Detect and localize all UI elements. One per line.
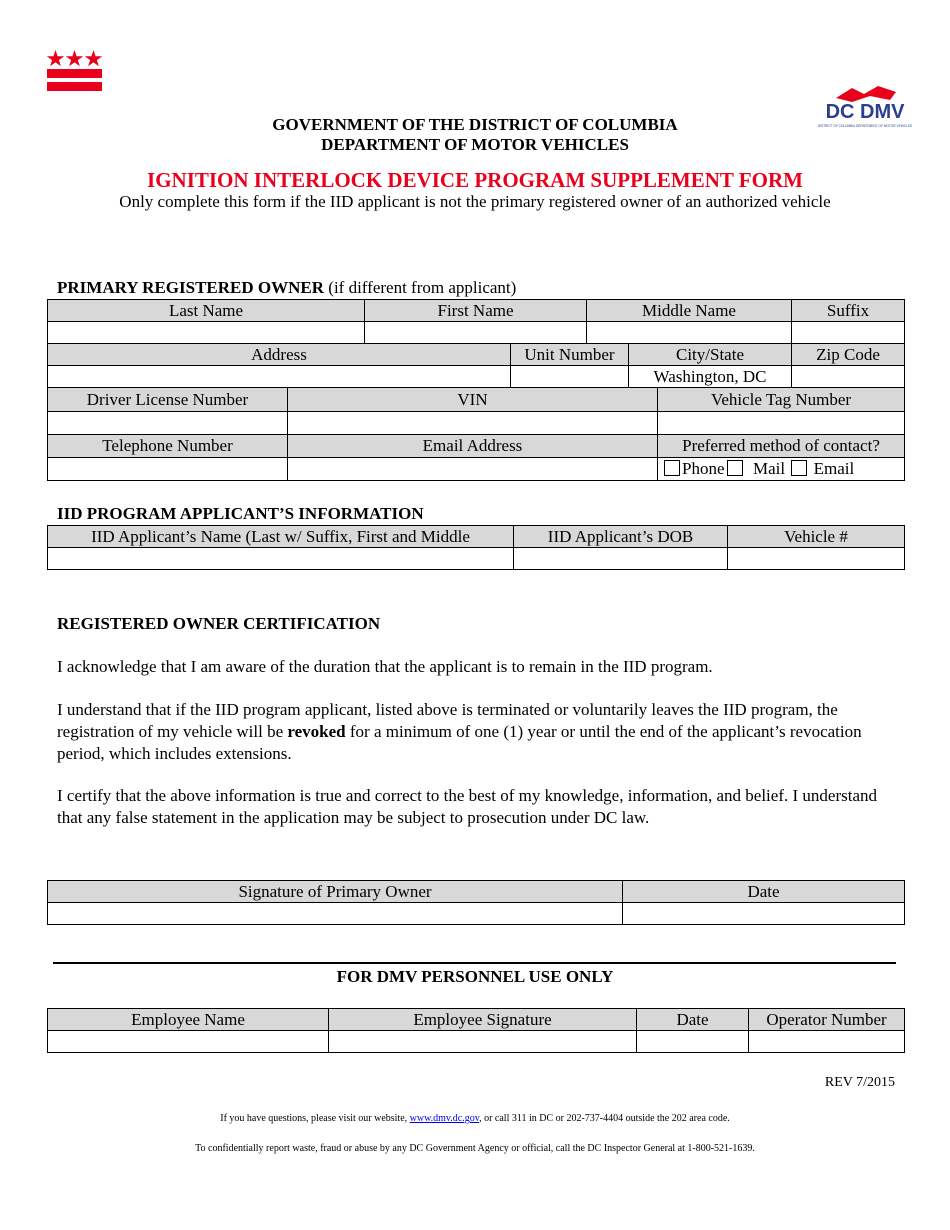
first-name-field[interactable] [365,322,587,344]
last-name-header: Last Name [48,300,365,322]
contact-options [658,458,905,481]
driver-license-field[interactable] [48,412,288,435]
employee-signature-header: Employee Signature [329,1009,637,1031]
dmv-date-field[interactable] [637,1031,749,1053]
unit-number-header: Unit Number [511,344,629,366]
address-field[interactable] [48,366,511,388]
email-field[interactable] [288,458,658,481]
city-state-header: City/State [629,344,792,366]
telephone-field[interactable] [48,458,288,481]
zip-code-field[interactable] [792,366,905,388]
dmv-website-link[interactable]: www.dmv.dc.gov [409,1113,480,1124]
dmv-personnel-table [47,1008,905,1053]
suffix-header: Suffix [792,300,905,322]
employee-signature-field[interactable] [329,1031,637,1053]
middle-name-field[interactable] [587,322,792,344]
applicant-name-field[interactable] [48,548,514,570]
applicant-table [47,525,905,570]
vin-header: VIN [288,388,658,412]
revision-label: REV 7/2015 [824,1075,895,1090]
zip-code-header: Zip Code [792,344,905,366]
certification-para-1: I acknowledge that I am aware of the duration that the applicant is to remain in the IID program. [57,657,713,676]
middle-name-header: Middle Name [587,300,792,322]
employee-name-field[interactable] [48,1031,329,1053]
owner-table-row1 [47,299,905,344]
dmv-date-header: Date [637,1009,749,1031]
phone-checkbox[interactable] [664,460,680,476]
agency-header [0,115,950,155]
applicant-dob-field[interactable] [514,548,728,570]
vehicle-tag-field[interactable] [658,412,905,435]
employee-name-header: Employee Name [48,1009,329,1031]
signature-header: Signature of Primary Owner [48,881,623,903]
address-header: Address [48,344,511,366]
email-checkbox[interactable] [791,460,807,476]
flag-bar-2 [47,82,102,91]
logo-text: DC DMV [825,101,905,123]
city-state-field: Washington, DC [629,366,792,388]
email-header: Email Address [288,435,658,458]
flag-bar-1 [47,69,102,78]
signature-date-header: Date [623,881,905,903]
applicant-section-heading: IID PROGRAM APPLICANT’S INFORMATION [57,504,424,523]
telephone-header: Telephone Number [48,435,288,458]
logo-subtext: DISTRICT OF COLUMBIA DEPARTMENT OF MOTOR VEHICLES [817,124,913,128]
flag-star-1 [47,50,64,66]
email-option-label: Email [813,459,855,478]
owner-section-note: (if different from applicant) [328,278,517,297]
unit-number-field[interactable] [511,366,629,388]
operator-number-header: Operator Number [749,1009,905,1031]
phone-option-label: Phone [682,459,725,478]
vehicle-number-header: Vehicle # [728,526,905,548]
revoked-emphasis: revoked [287,722,346,741]
form-title: IGNITION INTERLOCK DEVICE PROGRAM SUPPLEMENT FORM [147,168,803,192]
dmv-use-heading: FOR DMV PERSONNEL USE ONLY [336,967,614,986]
signature-table [47,880,905,925]
section-divider [53,962,896,964]
suffix-field[interactable] [792,322,905,344]
owner-table-row2 [47,343,905,388]
vehicle-number-field[interactable] [728,548,905,570]
signature-date-field[interactable] [623,903,905,925]
owner-table-row3 [47,387,905,481]
form-instructions: Only complete this form if the IID applicant is not the primary registered owner of an authorized vehicle [119,192,831,211]
dc-flag-logo [47,50,102,92]
flag-star-2 [66,50,83,66]
mail-option-label: Mail [753,459,786,478]
certification-para-3: I certify that the above information is true and correct to the best of my knowledge, information, and belief. I understand that any false statement in the application may be subject to prosecution under DC law. [57,786,877,827]
operator-number-field[interactable] [749,1031,905,1053]
preferred-contact-header: Preferred method of contact? [658,435,905,458]
first-name-header: First Name [365,300,587,322]
vehicle-tag-header: Vehicle Tag Number [658,388,905,412]
applicant-name-header: IID Applicant’s Name (Last w/ Suffix, First and Middle [48,526,514,548]
footer-line-2: To confidentially report waste, fraud or abuse by any DC Government Agency or official, call the DC Inspector General at 1-800-521-1639. [195,1143,755,1154]
department-name: DEPARTMENT OF MOTOR VEHICLES [321,135,629,154]
government-name: GOVERNMENT OF THE DISTRICT OF COLUMBIA [272,115,678,134]
last-name-field[interactable] [48,322,365,344]
certification-para-2: I understand that if the IID program applicant, listed above is terminated or voluntarily leaves the IID program, the registration of my vehicle will be revoked for a minimum of one (1) year or until the end of the applicant’s revocation period, which includes extensions. [57,700,862,763]
mail-checkbox[interactable] [727,460,743,476]
flag-star-3 [85,50,102,66]
vin-field[interactable] [288,412,658,435]
driver-license-header: Driver License Number [48,388,288,412]
certification-heading: REGISTERED OWNER CERTIFICATION [57,614,381,633]
applicant-dob-header: IID Applicant’s DOB [514,526,728,548]
signature-field[interactable] [48,903,623,925]
owner-section-heading: PRIMARY REGISTERED OWNER (if different from applicant) [57,278,517,297]
footer-line-1: If you have questions, please visit our website, www.dmv.dc.gov, or call 311 in DC or 202-737-4404 outside the 202 area code. [220,1113,730,1124]
